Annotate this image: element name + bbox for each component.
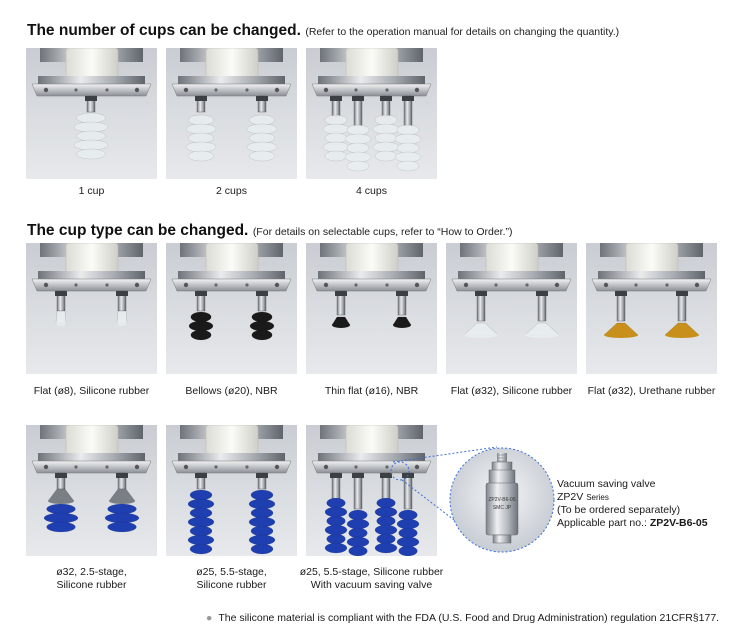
caption-thin-flat-16-nbr: Thin flat (ø16), NBR xyxy=(324,385,419,397)
svg-text:SMC JP: SMC JP xyxy=(492,505,512,511)
valve-part-number: Applicable part no.: ZP2V-B6-05 xyxy=(557,517,708,529)
section-title: The cup type can be changed. xyxy=(27,222,249,239)
caption-flat-32-urethane: Flat (ø32), Urethane rubber xyxy=(587,385,716,397)
caption-1-cup: 1 cup xyxy=(78,185,105,197)
caption-flat-32-silicone: Flat (ø32), Silicone rubber xyxy=(450,385,573,397)
caption-25-5-5-stage-valve: ø25, 5.5-stage, Silicone rubber With vacuum saving valve xyxy=(299,566,444,591)
caption-bellows-20-nbr: Bellows (ø20), NBR xyxy=(185,385,278,397)
valve-model: ZP2V Series xyxy=(557,491,609,503)
fda-footnote: ● The silicone material is compliant with the FDA (U.S. Food and Drug Administration) regulation 21CFR§177. xyxy=(206,612,720,624)
valve-order-note: (To be ordered separately) xyxy=(557,504,681,516)
caption-25-5-5-stage: ø25, 5.5-stage, Silicone rubber xyxy=(196,566,267,591)
bullet-icon: ● xyxy=(206,612,213,624)
caption-4-cups: 4 cups xyxy=(356,185,387,197)
caption-2-cups: 2 cups xyxy=(216,185,247,197)
caption-32-2-5-stage: ø32, 2.5-stage, Silicone rubber xyxy=(56,566,127,591)
section-note: (For details on selectable cups, refer to “How to Order.”) xyxy=(252,226,513,238)
valve-title: Vacuum saving valve xyxy=(557,478,656,490)
valve-description xyxy=(557,478,708,530)
svg-text:ZP2V-B6-05: ZP2V-B6-05 xyxy=(488,497,516,503)
section-title: The number of cups can be changed. xyxy=(27,22,301,39)
section-note: (Refer to the operation manual for details on changing the quantity.) xyxy=(305,26,620,38)
valve-highlight-ring xyxy=(391,462,409,480)
caption-flat-8-silicone: Flat (ø8), Silicone rubber xyxy=(33,385,150,397)
